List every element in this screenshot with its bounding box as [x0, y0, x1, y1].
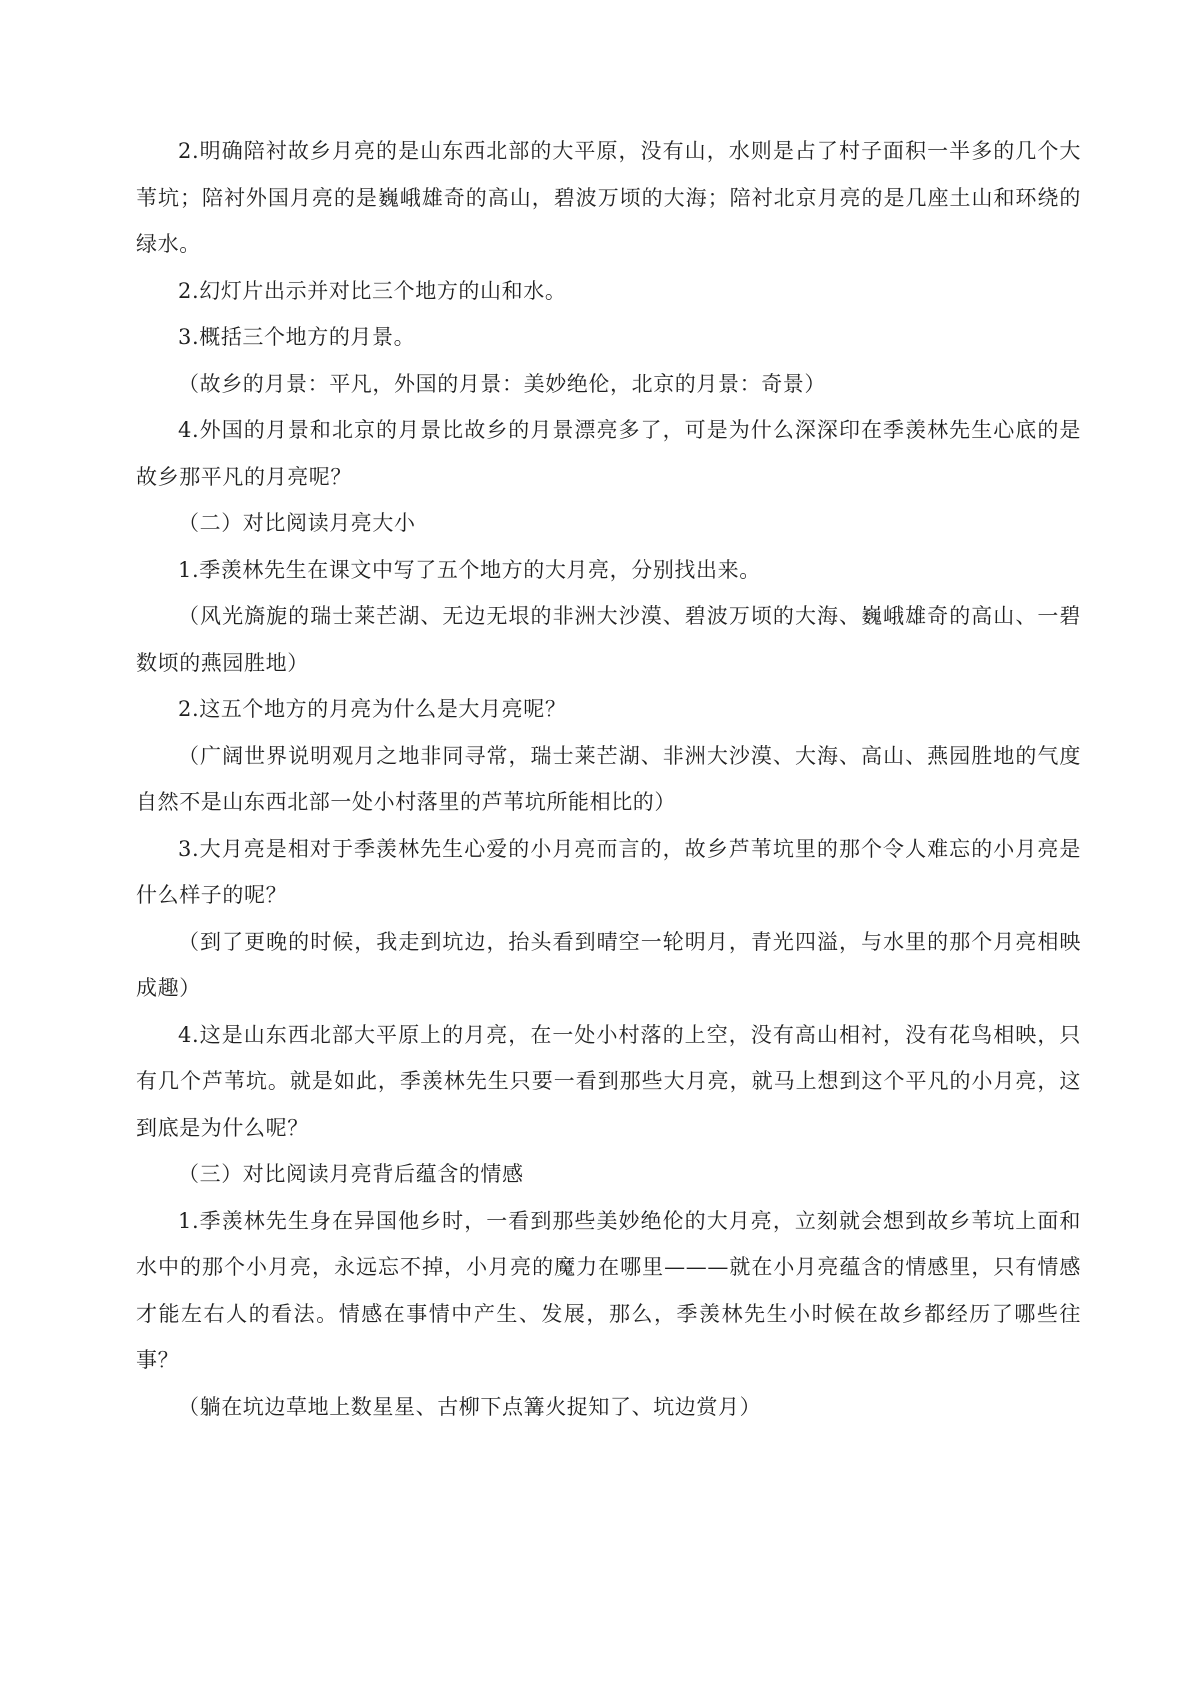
paragraph: 3.概括三个地方的月景。: [178, 325, 416, 349]
section-heading: （三）对比阅读月亮背后蕴含的情感: [178, 1162, 524, 1186]
paragraph: （广阔世界说明观月之地非同寻常，瑞士莱芒湖、非洲大沙漠、大海、高山、燕园胜地的气度自然不是山东西北部一处小村落里的芦苇坑所能相比的）: [136, 743, 1081, 814]
paragraph: 1.季羡林先生身在异国他乡时，一看到那些美妙绝伦的大月亮，立刻就会想到故乡苇坑上面和水中的那个小月亮，永远忘不掉，小月亮的魔力在哪里———就在小月亮蕴含的情感里，只有情感才能左右人的看法。情感在事情中产生、发展，那么，季羡林先生小时候在故乡都经历了哪些往事？: [136, 1208, 1081, 1372]
paragraph: 2.这五个地方的月亮为什么是大月亮呢？: [178, 697, 567, 721]
paragraph: 3.大月亮是相对于季羡林先生心爱的小月亮而言的，故乡芦苇坑里的那个令人难忘的小月亮是什么样子的呢？: [136, 836, 1081, 907]
paragraph: （到了更晚的时候，我走到坑边，抬头看到晴空一轮明月，青光四溢，与水里的那个月亮相映成趣）: [136, 929, 1081, 1000]
paragraph: 2.幻灯片出示并对比三个地方的山和水。: [178, 278, 567, 303]
section-heading: （二）对比阅读月亮大小: [178, 511, 416, 535]
paragraph: 4.外国的月景和北京的月景比故乡的月景漂亮多了，可是为什么深深印在季羡林先生心底的是故乡那平凡的月亮呢？: [136, 418, 1081, 489]
paragraph: （躺在坑边草地上数星星、古柳下点篝火捉知了、坑边赏月）: [178, 1394, 762, 1419]
paragraph: 1.季羡林先生在课文中写了五个地方的大月亮，分别找出来。: [178, 557, 761, 582]
paragraph: （故乡的月景：平凡，外国的月景：美妙绝伦，北京的月景：奇景）: [178, 371, 826, 396]
document-body: [136, 128, 1081, 1430]
paragraph: 2.明确陪衬故乡月亮的是山东西北部的大平原，没有山，水则是占了村子面积一半多的几个大苇坑；陪衬外国月亮的是巍峨雄奇的高山，碧波万顷的大海；陪衬北京月亮的是几座土山和环绕的绿水。: [136, 139, 1081, 256]
paragraph: 4.这是山东西北部大平原上的月亮，在一处小村落的上空，没有高山相衬，没有花鸟相映，只有几个芦苇坑。就是如此，季羡林先生只要一看到那些大月亮，就马上想到这个平凡的小月亮，这到底是为什么呢？: [136, 1022, 1081, 1140]
paragraph: （风光旖旎的瑞士莱芒湖、无边无垠的非洲大沙漠、碧波万顷的大海、巍峨雄奇的高山、一碧数顷的燕园胜地）: [136, 604, 1081, 675]
